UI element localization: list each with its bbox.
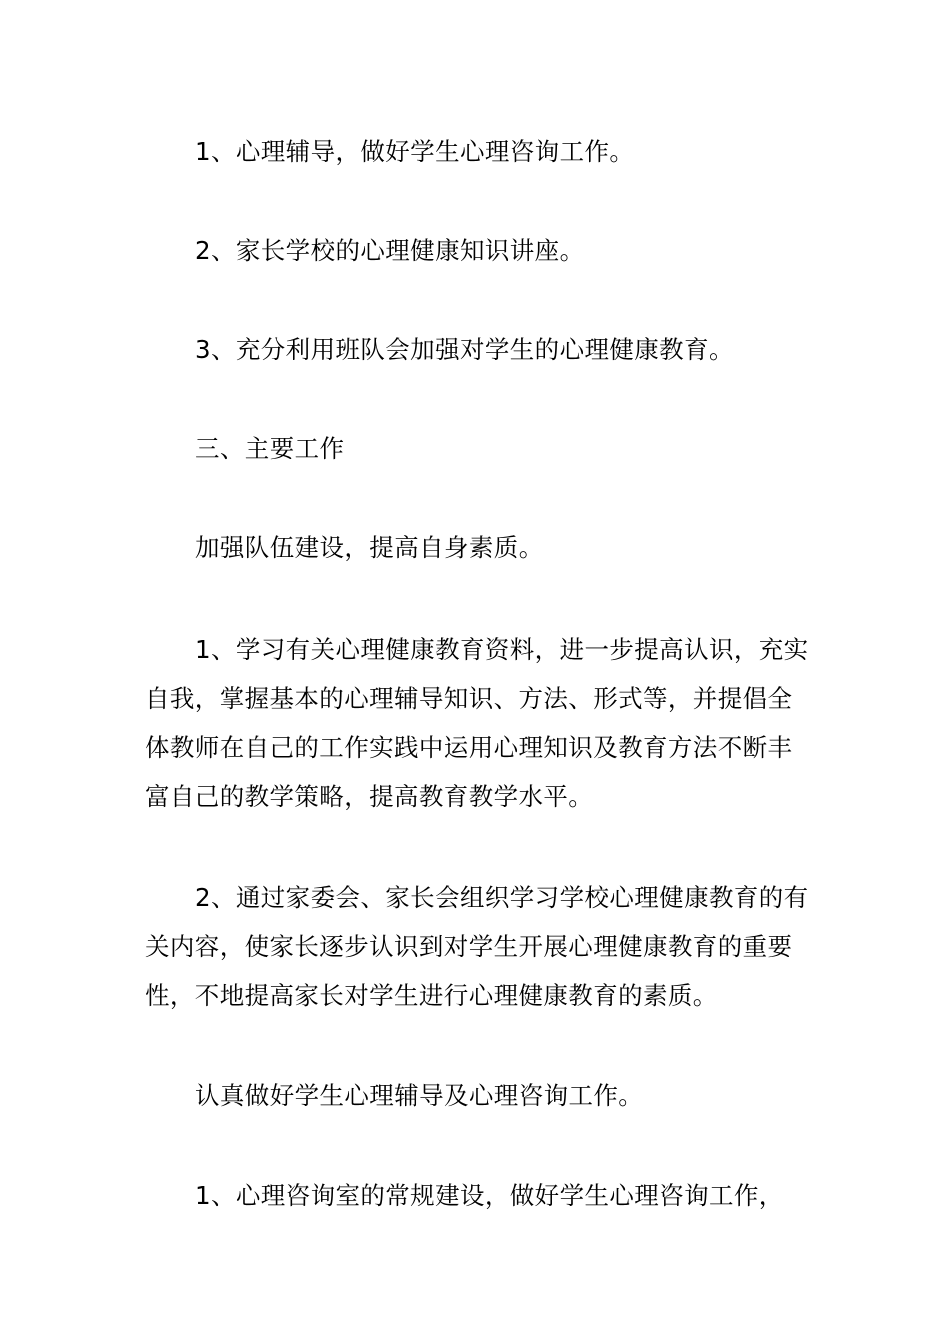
paragraph-item-2: 2、家长学校的心理健康知识讲座。: [195, 236, 585, 265]
subheading-counseling-work: 认真做好学生心理辅导及心理咨询工作。: [195, 1081, 644, 1110]
subheading-team-building: 加强队伍建设，提高自身素质。: [195, 533, 544, 562]
paragraph-counseling-1: 1、心理咨询室的常规建设，做好学生心理咨询工作，: [195, 1181, 784, 1210]
section-heading: 三、主要工作: [195, 434, 345, 463]
paragraph-item-3: 3、充分利用班队会加强对学生的心理健康教育。: [195, 335, 734, 364]
paragraph-team-building-2: 2、通过家委会、家长会组织学习学校心理健康教育的有关内容，使家长逐步认识到对学生开展心理健康教育的重要性，不地提高家长对学生进行心理健康教育的素质。: [145, 883, 809, 1010]
paragraph-item-1: 1、心理辅导，做好学生心理咨询工作。: [195, 137, 635, 166]
paragraph-team-building-1: 1、学习有关心理健康教育资料，进一步提高认识，充实自我，掌握基本的心理辅导知识、方法、形式等，并提倡全体教师在自己的工作实践中运用心理知识及教育方法不断丰富自己的教学策略，提高教育教学水平。: [145, 635, 809, 811]
